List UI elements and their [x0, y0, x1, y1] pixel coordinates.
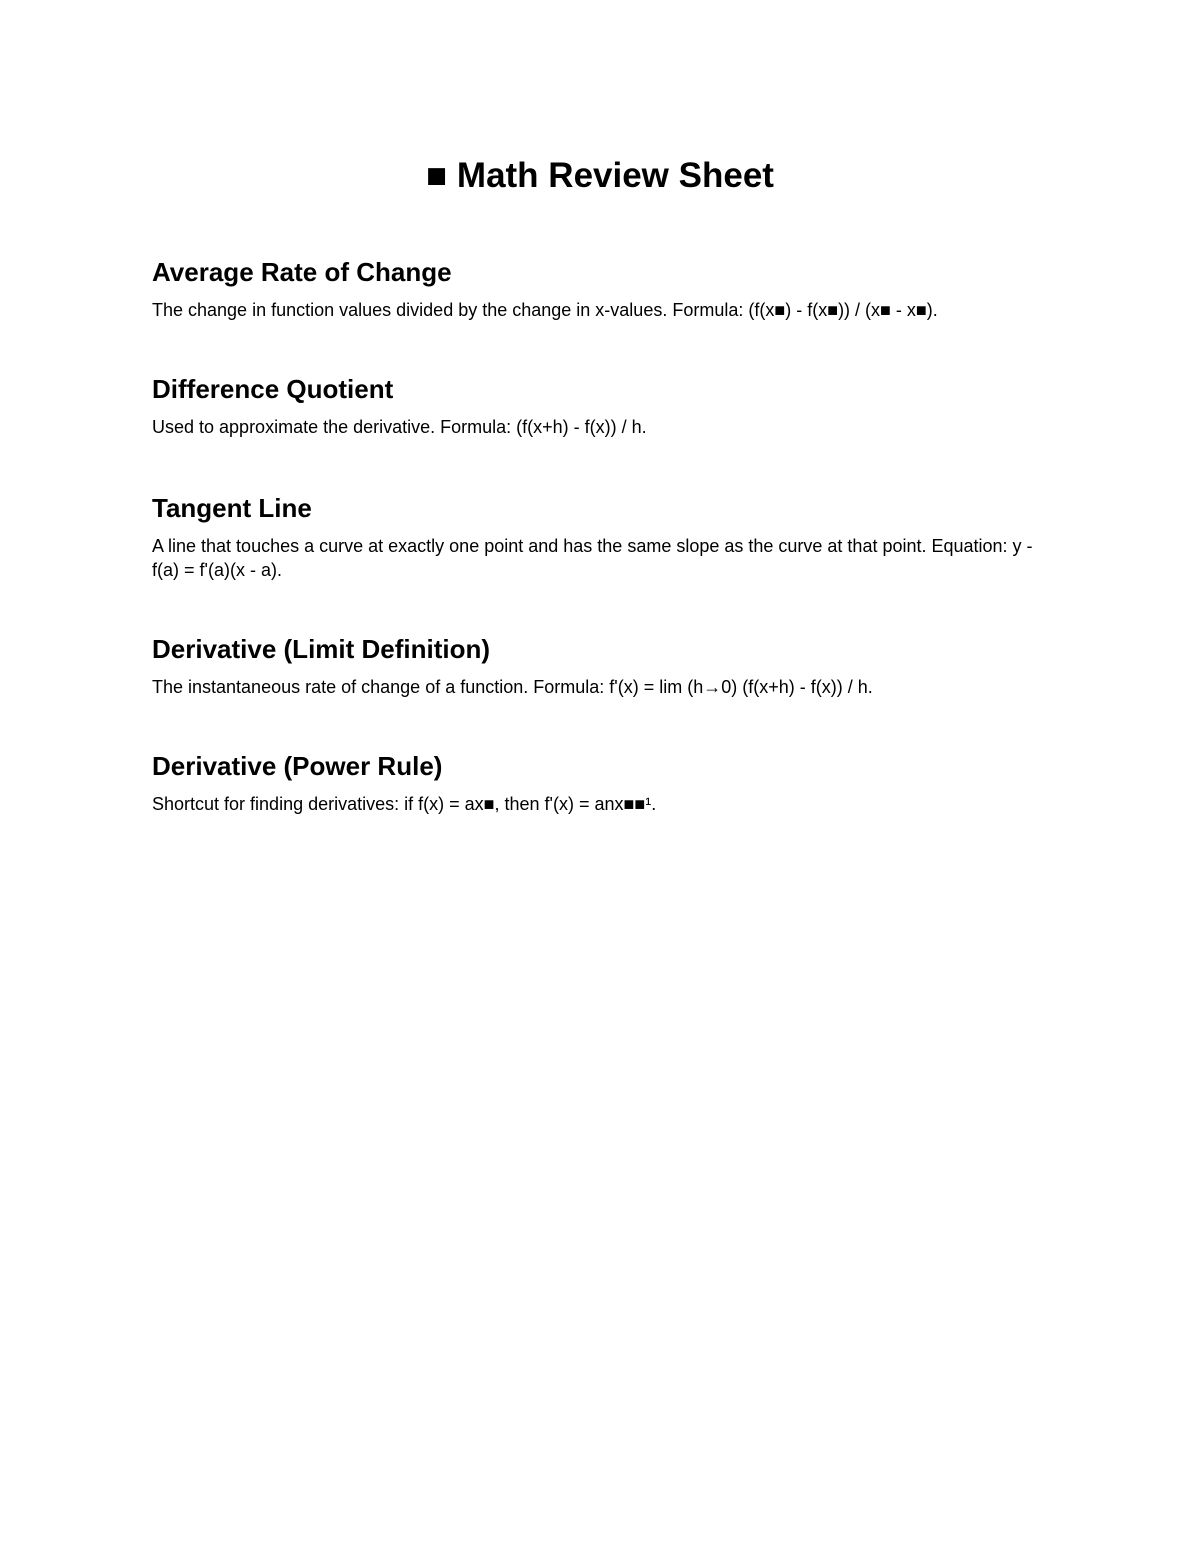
section-average-rate-of-change: [152, 256, 1052, 322]
section-tangent-line: [152, 492, 1052, 582]
section-body: The change in function values divided by the change in x-values. Formula: (f(x■) - f(x■)) / (x■ - x■).: [152, 300, 938, 320]
section-derivative-limit-definition: [152, 633, 1052, 699]
section-difference-quotient: [152, 373, 1052, 439]
section-body: Used to approximate the derivative. Formula: (f(x+h) - f(x)) / h.: [152, 417, 647, 437]
section-derivative-power-rule: [152, 750, 1052, 816]
section-heading: Derivative (Power Rule): [152, 751, 443, 781]
section-heading: Average Rate of Change: [152, 257, 452, 287]
section-heading: Derivative (Limit Definition): [152, 634, 491, 664]
page-title: ■ Math Review Sheet: [426, 156, 774, 195]
section-heading: Tangent Line: [152, 493, 312, 523]
section-body: A line that touches a curve at exactly one point and has the same slope as the curve at that point. Equation: y - f(a) = f'(a)(x - a).: [152, 536, 1033, 580]
section-body: Shortcut for finding derivatives: if f(x) = ax■, then f'(x) = anx■■¹.: [152, 794, 657, 814]
section-heading: Difference Quotient: [152, 374, 394, 404]
section-body: The instantaneous rate of change of a function. Formula: f'(x) = lim (h→0) (f(x+h) - f(x)) / h.: [152, 677, 873, 697]
